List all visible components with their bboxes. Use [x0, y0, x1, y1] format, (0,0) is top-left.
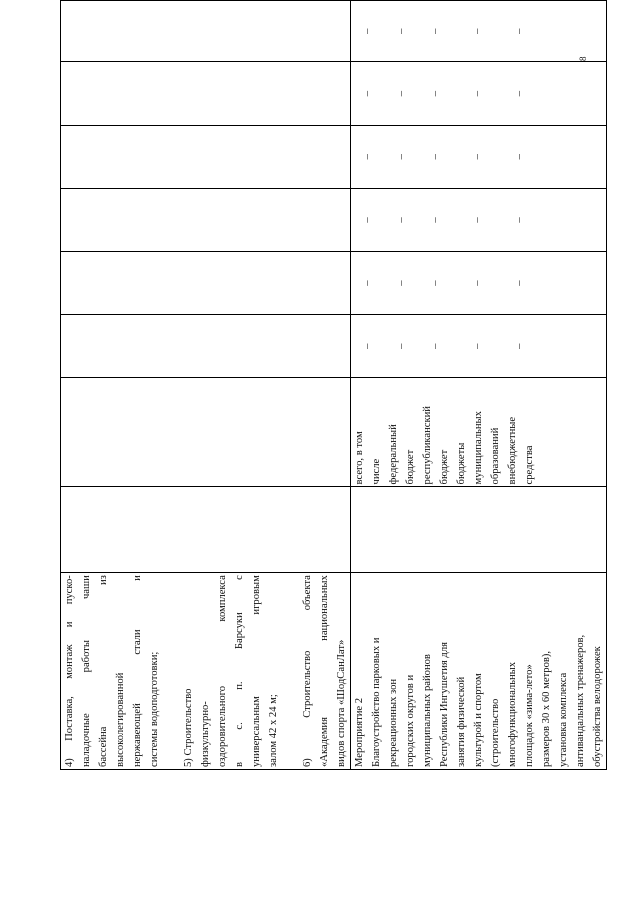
dash-mark: –: [396, 28, 407, 34]
dash-mark: –: [396, 343, 407, 349]
dash-mark: –: [396, 90, 407, 97]
source-federal: федеральный бюджет: [388, 424, 416, 485]
budget-table: [60, 0, 607, 770]
dash-mark: –: [514, 343, 525, 349]
table-row: [61, 1, 351, 770]
dash-mark: –: [430, 28, 441, 34]
dash-mark: –: [472, 90, 483, 97]
empty-cell: [61, 252, 351, 315]
item-description-cell: [61, 573, 351, 770]
measure-description-cell: Мероприятие 2 Благоустройство парковых и рекреационных зон городских округов и муниципальных районов Республики Ингушетия для занятия физической культурой и спортом (строительство многофункциональных площадок «зима-лето» размеров 30 х 60 метров), установка комплекса антивандальных тренажеров, обустройства велодорожек: [351, 573, 607, 770]
value-cell: [351, 62, 607, 125]
empty-cell: [351, 487, 607, 573]
empty-cell: [61, 315, 351, 378]
dash-mark: –: [430, 90, 441, 97]
funding-source-cell: [351, 378, 607, 487]
dash-mark: –: [362, 154, 373, 160]
empty-cell: [61, 378, 351, 487]
value-cell: [351, 252, 607, 315]
empty-cell: [61, 188, 351, 251]
page-number: 8: [578, 56, 588, 61]
value-cell: [351, 188, 607, 251]
dash-mark: –: [514, 154, 525, 160]
empty-cell: [61, 62, 351, 125]
source-extrabudget: внебюджетные средства: [507, 416, 535, 485]
dash-mark: –: [514, 90, 525, 97]
item5-text: 5) Строительство физкультурно- оздоровительного комплекса в с. п. Барсуки с универсальным игровым залом 42 х 24 м;: [183, 575, 279, 767]
dash-mark: –: [430, 154, 441, 160]
source-municipal: бюджеты муниципальных образований: [456, 411, 501, 485]
dash-mark: –: [472, 154, 483, 160]
dash-mark: –: [472, 217, 483, 223]
empty-cell: [61, 487, 351, 573]
table-row: [351, 1, 607, 770]
dash-mark: –: [430, 280, 441, 286]
value-cell: [351, 125, 607, 188]
dash-mark: –: [362, 217, 373, 223]
source-total: всего, в том числе: [354, 431, 382, 485]
empty-cell: [61, 1, 351, 62]
dash-mark: –: [514, 217, 525, 223]
dash-mark: –: [514, 280, 525, 286]
empty-cell: [61, 125, 351, 188]
dash-mark: –: [362, 343, 373, 349]
dash-mark: –: [430, 343, 441, 349]
dash-mark: –: [472, 280, 483, 286]
dash-mark: –: [362, 280, 373, 286]
item4-text: 4) Поставка, монтаж и пуско- наладочные работы чаши бассейна из высоколегированной нержавеющей стали и системы водоподготовки;: [64, 575, 160, 767]
source-republican: республиканский бюджет: [422, 406, 450, 485]
value-cell: [351, 315, 607, 378]
item6-text: 6) Строительство объекта «Академия национальных видов спорта «ШодСанЛат»: [302, 575, 347, 767]
dash-mark: –: [362, 90, 373, 97]
dash-mark: –: [472, 28, 483, 34]
dash-mark: –: [514, 28, 525, 34]
dash-mark: –: [472, 343, 483, 349]
dash-mark: –: [396, 280, 407, 286]
dash-mark: –: [430, 217, 441, 223]
dash-mark: –: [396, 154, 407, 160]
value-cell: [351, 1, 607, 62]
dash-mark: –: [362, 28, 373, 34]
dash-mark: –: [396, 217, 407, 223]
